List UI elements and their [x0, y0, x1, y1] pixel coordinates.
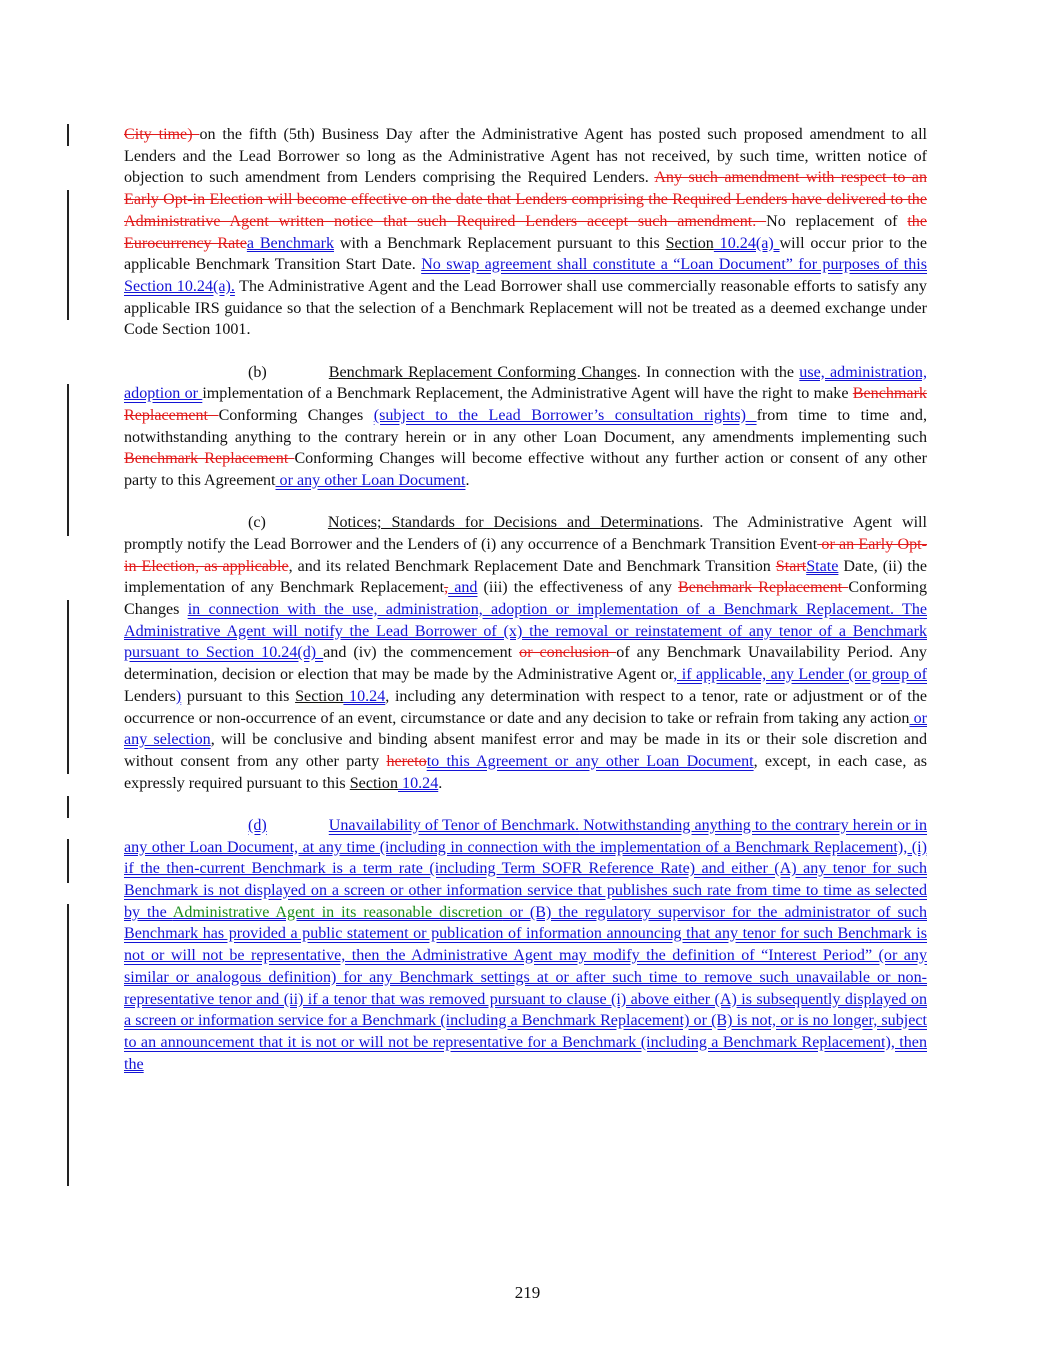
inserted-text: 10.24 — [343, 687, 386, 705]
inserted-text: or any selection — [124, 709, 927, 749]
body-text: on the fifth (5th) Business Day after the Administrative Agent has posted such proposed amendment to all Lenders and the Lead Borrower so long as the Administrative Agent has not received, by such time, written notice of objection to such amendment from Lenders comprising the Required Lenders. — [124, 126, 928, 187]
body-text: with a Benchmark Replacement pursuant to this — [334, 234, 666, 252]
change-bar — [67, 124, 69, 146]
paragraph-d — [124, 815, 927, 1075]
clause-heading: Unavailability of Tenor of Benchmark. — [328, 816, 580, 834]
inserted-text: a Benchmark — [246, 234, 335, 252]
change-bar — [67, 190, 69, 320]
clause-heading: Notices; Standards for Decisions and Determinations — [327, 514, 700, 532]
inserted-text: to this Agreement or any other Loan Document — [426, 752, 754, 770]
inserted-text: No swap agreement shall constitute a “Loan Document” for purposes of this Section 10.24(a). — [124, 256, 927, 295]
body-text: Conforming Changes — [124, 579, 928, 619]
document-body — [124, 124, 927, 1096]
deleted-text: or an Early Opt-in Election, as applicable — [124, 535, 927, 575]
body-text: . — [438, 774, 443, 792]
paragraph-b — [124, 362, 927, 492]
body-text: (iii) the effectiveness of any — [477, 579, 678, 597]
body-text: of any Benchmark Unavailability Period. Any determination, decision or election that may be made by the Administrative Agent or — [124, 644, 927, 684]
change-bar — [67, 904, 69, 1186]
body-text: Conforming Changes — [218, 406, 374, 424]
deleted-text: Benchmark Replacement — [124, 450, 295, 468]
body-text: . The Administrative Agent will promptly notify the Lead Borrower and the Lenders of (i) any occurrence of a Benchmark Transition Event — [124, 514, 927, 553]
body-text: pursuant to this — [181, 687, 296, 705]
inserted-text: 10.24 — [398, 774, 439, 792]
body-text: from time to time and, notwithstanding anything to the contrary herein or in any other Loan Document, any amendments implementing such — [124, 406, 928, 446]
change-bar — [67, 839, 69, 883]
body-text: , and its related Benchmark Replacement Date and Benchmark Transition — [288, 557, 776, 575]
inserted-text: Notwithstanding anything to the contrary herein or in any other Loan Document, at any time (including in connection with the implementation of a Benchmark Replacement), (i) if the then-current Benchmark is a term rate (including Term SOFR Reference Rate) and either (A) any tenor for such Benchmark is not displayed on a screen or other information service that publishes such rate from time to time as selected by the — [124, 816, 927, 921]
section-reference: Section — [665, 234, 714, 252]
inserted-text: and — [448, 579, 478, 597]
deleted-text: hereto — [386, 752, 427, 770]
section-reference: Section — [349, 774, 398, 792]
body-text: . In connection with the — [636, 363, 800, 381]
paragraph-continued — [124, 124, 927, 341]
body-text: implementation of a Benchmark Replacement, the Administrative Agent will have the right to make — [202, 385, 853, 403]
deleted-text: Any such amendment with respect to an Early Opt-in Election will become effective on the date that Lenders comprising the Required Lenders have delivered to the Administrative Agent written notice that such Required Lenders accept such amendment. — [124, 169, 927, 230]
deleted-text: Benchmark Replacement — [124, 385, 927, 424]
deleted-text: Start — [775, 557, 807, 575]
deleted-text: or conclusion — [519, 644, 617, 662]
body-text: and (iv) the commencement — [323, 644, 520, 662]
inserted-text: , if applicable, any Lender (or group of — [673, 666, 927, 684]
page-number: 219 — [514, 1283, 541, 1302]
paragraph-c — [124, 512, 927, 794]
moved-text: Administrative Agent in its reasonable discretion — [172, 903, 503, 921]
change-bar — [67, 384, 69, 536]
change-bar — [67, 796, 69, 818]
body-text: will occur prior to the applicable Benchmark Transition Start Date. — [124, 234, 927, 274]
change-bar — [67, 600, 69, 774]
clause-label: (c) — [248, 514, 266, 532]
inserted-text: use, administration, adoption or — [124, 363, 928, 403]
body-text: , except, in each case, as expressly required pursuant to this — [124, 752, 927, 792]
body-text: , including any determination with respect to a tenor, rate or adjustment or of the occurrence or non-occurrence of an event, circumstance or date and any decision to take or refrain from taking any action — [124, 687, 928, 727]
deleted-text: the Eurocurrency Rate — [124, 212, 927, 252]
body-text: No replacement of — [766, 212, 908, 230]
clause-heading: Benchmark Replacement Conforming Changes — [328, 363, 637, 381]
deleted-text: , — [444, 579, 449, 597]
body-text: The Administrative Agent and the Lead Borrower shall use commercially reasonable efforts to satisfy any applicable IRS guidance so that the selection of a Benchmark Replacement will not be treated as a deemed exchange under Code Section 1001. — [124, 277, 927, 339]
clause-label: (b) — [248, 363, 267, 381]
inserted-text: in connection with the use, administration, adoption or implementation of a Benchmark Replacement. The Administrative Agent will notify the Lead Borrower of (x) the removal or reinstatement of any tenor of a Benchmark pursuant to Section 10.24(d) — [124, 601, 928, 662]
section-reference: Section — [295, 687, 344, 705]
deleted-text: Benchmark Replacement — [678, 579, 849, 597]
inserted-text: (subject to the Lead Borrower’s consultation rights) — [373, 406, 757, 424]
body-text: , will be conclusive and binding absent manifest error and may be made in its or their sole discretion and without consent from any other party — [124, 731, 928, 770]
inserted-text: State — [806, 557, 839, 575]
body-text: Conforming Changes will become effective without any further action or consent of any other party to this Agreement — [124, 450, 927, 490]
inserted-text: ) — [175, 687, 182, 705]
inserted-text: or any other Loan Document — [275, 472, 466, 490]
clause-label: (d) — [248, 816, 267, 834]
body-text: Lenders — [124, 687, 176, 705]
body-text: . — [465, 472, 470, 490]
body-text: Date, (ii) the implementation of any Benchmark Replacement — [124, 557, 928, 597]
inserted-text: or (B) the regulatory supervisor for the administrator of such Benchmark has provided a public statement or publication of information announcing that any tenor for such Benchmark is not or will not be representative, then the Administrative Agent may modify the definition of “Interest Period” (or any similar or analogous definition) for any Benchmark settings at or after such time to remove such unavailable or non-representative tenor and (ii) if a tenor that was removed pursuant to clause (i) above either (A) is subsequently displayed on a screen or information service for a Benchmark (including a Benchmark Replacement) or (B) is not, or is no longer, subject to an announcement that it is not or will not be representative for a Benchmark (including a Benchmark Replacement), then the — [124, 903, 927, 1073]
deleted-text: City time) — [124, 126, 200, 143]
inserted-text: 10.24(a) — [713, 234, 780, 252]
